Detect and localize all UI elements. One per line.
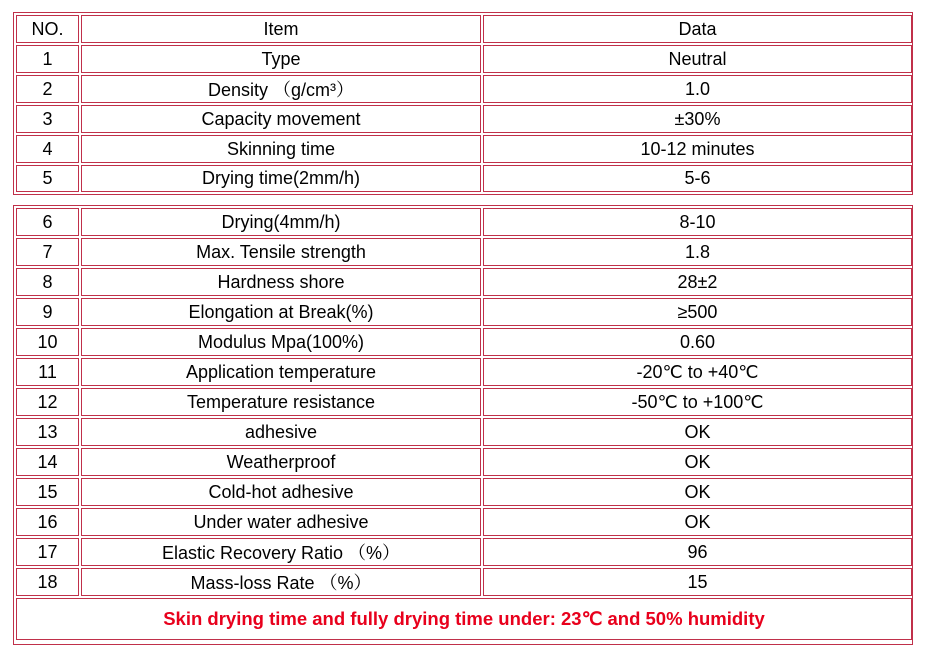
footnote: Skin drying time and fully drying time under: 23℃ and 50% humidity <box>16 598 912 640</box>
row-number: 10 <box>16 328 79 356</box>
row-item: Weatherproof <box>81 448 481 476</box>
row-number: 6 <box>16 208 79 236</box>
table-row <box>16 268 910 296</box>
row-data: 15 <box>483 568 912 596</box>
row-item: Under water adhesive <box>81 508 481 536</box>
row-number: 4 <box>16 135 79 163</box>
table-row <box>16 508 910 536</box>
table-row <box>16 538 910 566</box>
row-data: 28±2 <box>483 268 912 296</box>
row-item: Skinning time <box>81 135 481 163</box>
row-item: Mass-loss Rate （%） <box>81 568 481 596</box>
row-item: Modulus Mpa(100%) <box>81 328 481 356</box>
row-data: 0.60 <box>483 328 912 356</box>
row-item: Application temperature <box>81 358 481 386</box>
row-data: OK <box>483 478 912 506</box>
row-item: Drying time(2mm/h) <box>81 165 481 192</box>
row-item: Cold-hot adhesive <box>81 478 481 506</box>
row-data: OK <box>483 418 912 446</box>
row-item: Elongation at Break(%) <box>81 298 481 326</box>
table-row <box>16 328 910 356</box>
header-item: Item <box>81 15 481 43</box>
header-no: NO. <box>16 15 79 43</box>
row-number: 17 <box>16 538 79 566</box>
row-item: Temperature resistance <box>81 388 481 416</box>
row-item: Hardness shore <box>81 268 481 296</box>
row-number: 3 <box>16 105 79 133</box>
row-number: 12 <box>16 388 79 416</box>
row-item: Capacity movement <box>81 105 481 133</box>
row-number: 7 <box>16 238 79 266</box>
row-data: 96 <box>483 538 912 566</box>
table-row <box>16 75 910 103</box>
table-row <box>16 238 910 266</box>
row-item: Density （g/cm³） <box>81 75 481 103</box>
row-item: adhesive <box>81 418 481 446</box>
row-number: 18 <box>16 568 79 596</box>
table-row <box>16 165 910 192</box>
row-item: Drying(4mm/h) <box>81 208 481 236</box>
table-row <box>16 358 910 386</box>
row-number: 15 <box>16 478 79 506</box>
table-row <box>16 208 910 236</box>
row-item: Elastic Recovery Ratio （%） <box>81 538 481 566</box>
table-row <box>16 448 910 476</box>
row-data: OK <box>483 508 912 536</box>
spec-table-bottom <box>13 205 913 645</box>
row-data: ±30% <box>483 105 912 133</box>
row-number: 8 <box>16 268 79 296</box>
table-row <box>16 418 910 446</box>
row-number: 2 <box>16 75 79 103</box>
row-number: 5 <box>16 165 79 192</box>
row-data: ≥500 <box>483 298 912 326</box>
row-number: 16 <box>16 508 79 536</box>
table-row <box>16 568 910 596</box>
row-data: 1.8 <box>483 238 912 266</box>
row-data: 1.0 <box>483 75 912 103</box>
row-data: Neutral <box>483 45 912 73</box>
row-data: OK <box>483 448 912 476</box>
row-data: 10-12 minutes <box>483 135 912 163</box>
table-row <box>16 45 910 73</box>
footnote-row <box>16 598 910 640</box>
row-data: 5-6 <box>483 165 912 192</box>
table-header-row <box>16 15 910 43</box>
table-row <box>16 135 910 163</box>
row-number: 1 <box>16 45 79 73</box>
row-item: Type <box>81 45 481 73</box>
row-data: 8-10 <box>483 208 912 236</box>
table-row <box>16 388 910 416</box>
row-item: Max. Tensile strength <box>81 238 481 266</box>
row-number: 13 <box>16 418 79 446</box>
table-row <box>16 478 910 506</box>
table-row <box>16 298 910 326</box>
header-data: Data <box>483 15 912 43</box>
row-data: -50℃ to +100℃ <box>483 388 912 416</box>
table-row <box>16 105 910 133</box>
spec-table-top <box>13 12 913 195</box>
row-number: 11 <box>16 358 79 386</box>
row-number: 14 <box>16 448 79 476</box>
row-data: -20℃ to +40℃ <box>483 358 912 386</box>
row-number: 9 <box>16 298 79 326</box>
